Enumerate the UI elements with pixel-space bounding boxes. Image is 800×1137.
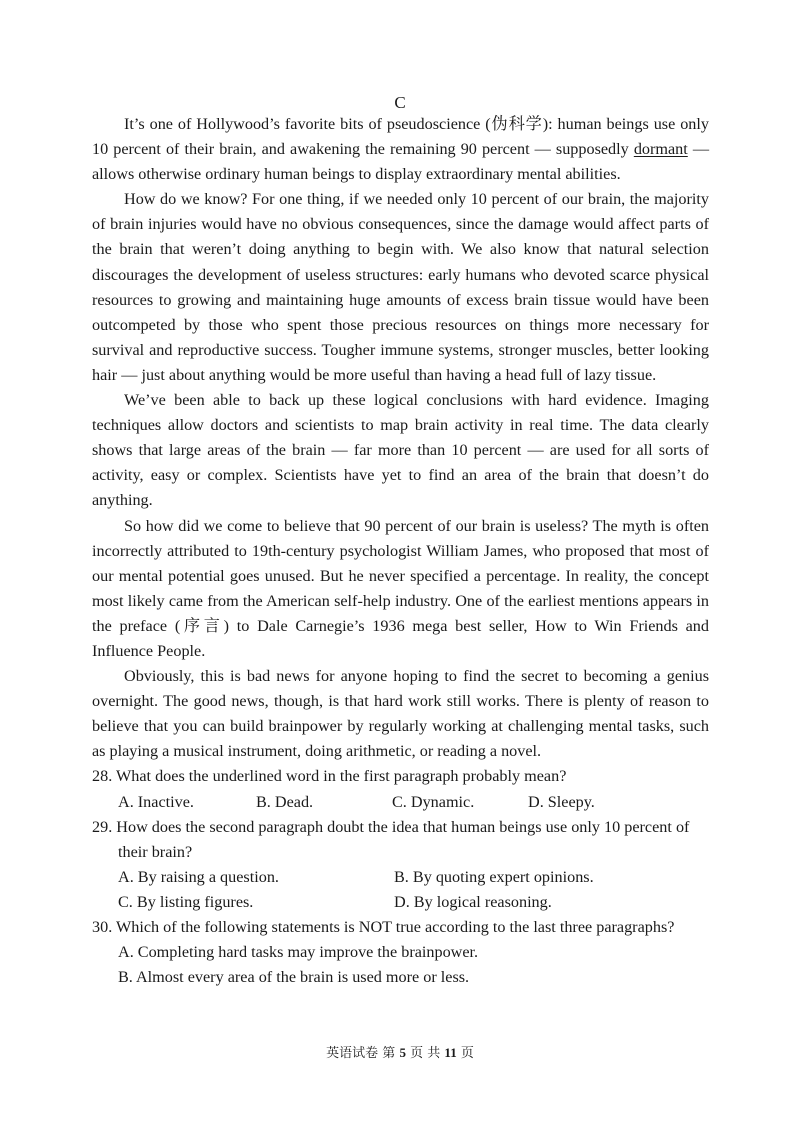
question-30-stem: 30. Which of the following statements is NOT true according to the last three paragraphs? [92,918,675,936]
paragraph-1-text-a: It’s one of Hollywood’s favorite bits of pseudoscience (伪科学): human beings use only 10 percent of their brain, and awakening the remaining 90 percent — supposedly [92,115,709,159]
underlined-word: dormant [633,140,688,159]
question-28-option-b: B. Dead. [256,792,314,811]
page-footer [0,1044,800,1063]
question-29-option-d: D. By logical reasoning. [394,892,552,911]
question-29-stem: 29. How does the second paragraph doubt the idea that human beings use only 10 percent of their brain? [92,817,690,861]
footer-gong: 共 [427,1046,441,1061]
footer-page-number: 5 [399,1045,406,1060]
question-28 [92,764,709,814]
section-label: C [394,93,406,112]
question-29-option-b: B. By quoting expert opinions. [394,867,594,886]
paragraph-1-text-b: — allows otherwise ordinary human beings to display extraordinary mental abilities. [92,140,710,184]
question-29-options-row-1 [92,865,709,890]
footer-total-pages: 11 [444,1045,457,1060]
question-30-option-a: A. Completing hard tasks may improve the brainpower. [118,943,479,962]
footer-ye: 页 [410,1046,424,1061]
question-28-option-c: C. Dynamic. [392,792,475,811]
question-29-option-c: C. By listing figures. [118,892,254,911]
footer-ye-2: 页 [460,1046,474,1061]
passage-and-questions [92,112,709,990]
question-29-option-a: A. By raising a question. [118,867,279,886]
question-28-options [92,790,709,815]
question-29-options-row-2 [92,890,709,915]
question-28-option-d: D. Sleepy. [528,792,595,811]
footer-subject: 英语试卷 [326,1046,379,1061]
paragraph-1 [92,112,709,187]
question-28-option-a: A. Inactive. [118,792,194,811]
paragraph-2: How do we know? For one thing, if we needed only 10 percent of our brain, the majority of brain injuries would have no obvious consequences, since the damage would affect parts of the brain that weren’t doing anything to begin with. We also know that natural selection discourages the development of useless structures: early humans who devoted scarce physical resources to growing and maintaining huge amounts of excess brain tissue would have been outcompeted by those who spent those precious resources on things more necessary for survival and reproductive success. Tougher immune systems, stronger muscles, better looking hair — just about anything would be more useful than having a head full of lazy tissue. [92,190,709,384]
paragraph-5: Obviously, this is bad news for anyone hoping to find the secret to becoming a genius overnight. The good news, though, is that hard work still works. There is plenty of reason to believe that you can build brainpower by regularly working at challenging mental tasks, such as playing a musical instrument, doing arithmetic, or reading a novel. [92,667,709,761]
footer-di: 第 [382,1046,396,1061]
question-29 [92,815,709,915]
question-28-stem: 28. What does the underlined word in the first paragraph probably mean? [92,767,567,786]
paragraph-4: So how did we come to believe that 90 percent of our brain is useless? The myth is often incorrectly attributed to 19th-century psychologist William James, who proposed that most of our mental potential goes unused. But he never specified a percentage. In reality, the concept most likely came from the American self-help industry. One of the earliest mentions appears in the preface (序言) to Dale Carnegie’s 1936 mega best seller, How to Win Friends and Influence People. [92,516,709,660]
question-30 [92,915,709,990]
question-30-option-b: B. Almost every area of the brain is used more or less. [118,968,470,987]
paragraph-3: We’ve been able to back up these logical conclusions with hard evidence. Imaging techniques allow doctors and scientists to map brain activity in real time. The data clearly shows that large areas of the brain — far more than 10 percent — are used for all sorts of activity, easy or complex. Scientists have yet to find an area of the brain that doesn’t do anything. [92,391,709,510]
